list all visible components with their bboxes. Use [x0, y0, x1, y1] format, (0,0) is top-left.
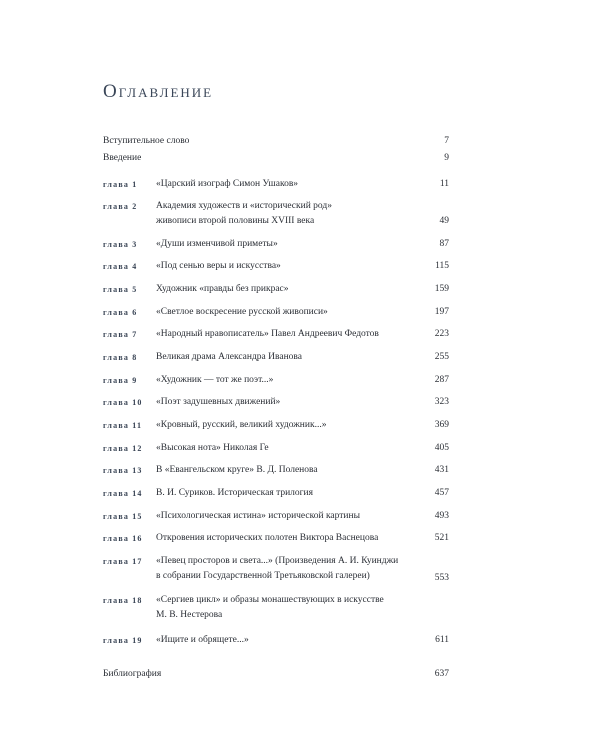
entry-text: «Поэт задушевных движений»	[156, 397, 281, 407]
chapter-label: глава 8	[103, 353, 138, 362]
entry-text: В. И. Суриков. Историческая трилогия	[156, 488, 314, 498]
chapter-label: глава 3	[103, 240, 138, 249]
entry-page: 553	[434, 573, 449, 583]
chapter-label: глава 12	[103, 444, 143, 453]
entry-text: «Певец просторов и света...» (Произведения А. И. Куинджи	[156, 556, 399, 566]
page-title: Оглавление	[103, 81, 214, 102]
chapter-label: глава 1	[103, 180, 138, 189]
entry-page: 611	[435, 635, 449, 645]
entry-text-line-2: М. В. Нестерова	[156, 610, 223, 620]
entry-text: Художник «правды без прикрас»	[156, 284, 289, 294]
entry-page: 223	[434, 329, 449, 339]
entry-text: «Под сенью веры и искусства»	[156, 261, 281, 271]
entry-text: «Кровный, русский, великий художник...»	[156, 420, 327, 430]
chapter-label: глава 2	[103, 202, 138, 211]
entry-text: «Сергиев цикл» и образы монашествующих в искусстве	[156, 595, 384, 605]
entry-page: 493	[434, 511, 449, 521]
entry-page: 7	[444, 136, 449, 146]
entry-text: «Психологическая истина» исторической картины	[156, 511, 360, 521]
chapter-label: глава 6	[103, 308, 138, 317]
entry-text: Академия художеств и «исторический род»	[156, 201, 332, 211]
entry-page: 287	[434, 375, 449, 385]
entry-text: Вступительное слово	[103, 136, 190, 146]
entry-page: 521	[434, 533, 449, 543]
entry-page: 369	[434, 420, 449, 430]
chapter-label: глава 13	[103, 466, 143, 475]
chapter-label: глава 4	[103, 262, 138, 271]
chapter-label: глава 7	[103, 330, 138, 339]
chapter-label: глава 5	[103, 285, 138, 294]
chapter-label: глава 18	[103, 596, 143, 605]
chapter-label: глава 10	[103, 398, 143, 407]
chapter-label: глава 14	[103, 489, 143, 498]
chapter-label: глава 11	[103, 421, 143, 430]
entry-text: Великая драма Александра Иванова	[156, 352, 303, 362]
chapter-label: глава 17	[103, 557, 143, 566]
entry-text: Библиография	[103, 669, 162, 679]
entry-page: 323	[434, 397, 449, 407]
entry-page: 11	[439, 179, 449, 189]
entry-text: Откровения исторических полотен Виктора Васнецова	[156, 533, 379, 543]
entry-page: 197	[434, 307, 449, 317]
entry-page: 457	[434, 488, 449, 498]
toc-entry-chapter-17[interactable]	[103, 554, 449, 584]
toc-entry-chapter-18[interactable]	[103, 593, 449, 623]
entry-page: 159	[434, 284, 449, 294]
entry-text: «Народный нравописатель» Павел Андреевич Федотов	[156, 329, 379, 339]
entry-text: «Светлое воскресение русской живописи»	[156, 307, 328, 317]
chapter-label: глава 15	[103, 512, 143, 521]
entry-page: 405	[434, 443, 449, 453]
entry-text-line-2: живописи второй половины XVIII века	[156, 216, 315, 226]
entry-page: 87	[439, 239, 449, 249]
entry-text: Введение	[103, 153, 142, 163]
chapter-label: глава 16	[103, 534, 143, 543]
entry-text: «Высокая нота» Николая Ге	[156, 443, 269, 453]
entry-page: 431	[434, 465, 449, 475]
entry-page: 637	[434, 669, 449, 679]
entry-text: «Души изменчивой приметы»	[156, 239, 278, 249]
entry-page: 255	[434, 352, 449, 362]
entry-text: «Художник — тот же поэт...»	[156, 375, 274, 385]
entry-text: «Царский изограф Симон Ушаков»	[156, 179, 299, 189]
chapter-label: глава 9	[103, 376, 138, 385]
entry-text: В «Евангельском круге» В. Д. Поленова	[156, 465, 318, 475]
entry-text: «Ищите и обрящете...»	[156, 635, 249, 645]
entry-page: 49	[439, 216, 449, 226]
toc-entry-chapter-2[interactable]	[103, 199, 449, 229]
entry-page: 115	[435, 261, 449, 271]
chapter-label: глава 19	[103, 636, 143, 645]
entry-page: 9	[444, 153, 449, 163]
entry-text-line-2: в собрании Государственной Третьяковской галереи)	[156, 571, 370, 581]
